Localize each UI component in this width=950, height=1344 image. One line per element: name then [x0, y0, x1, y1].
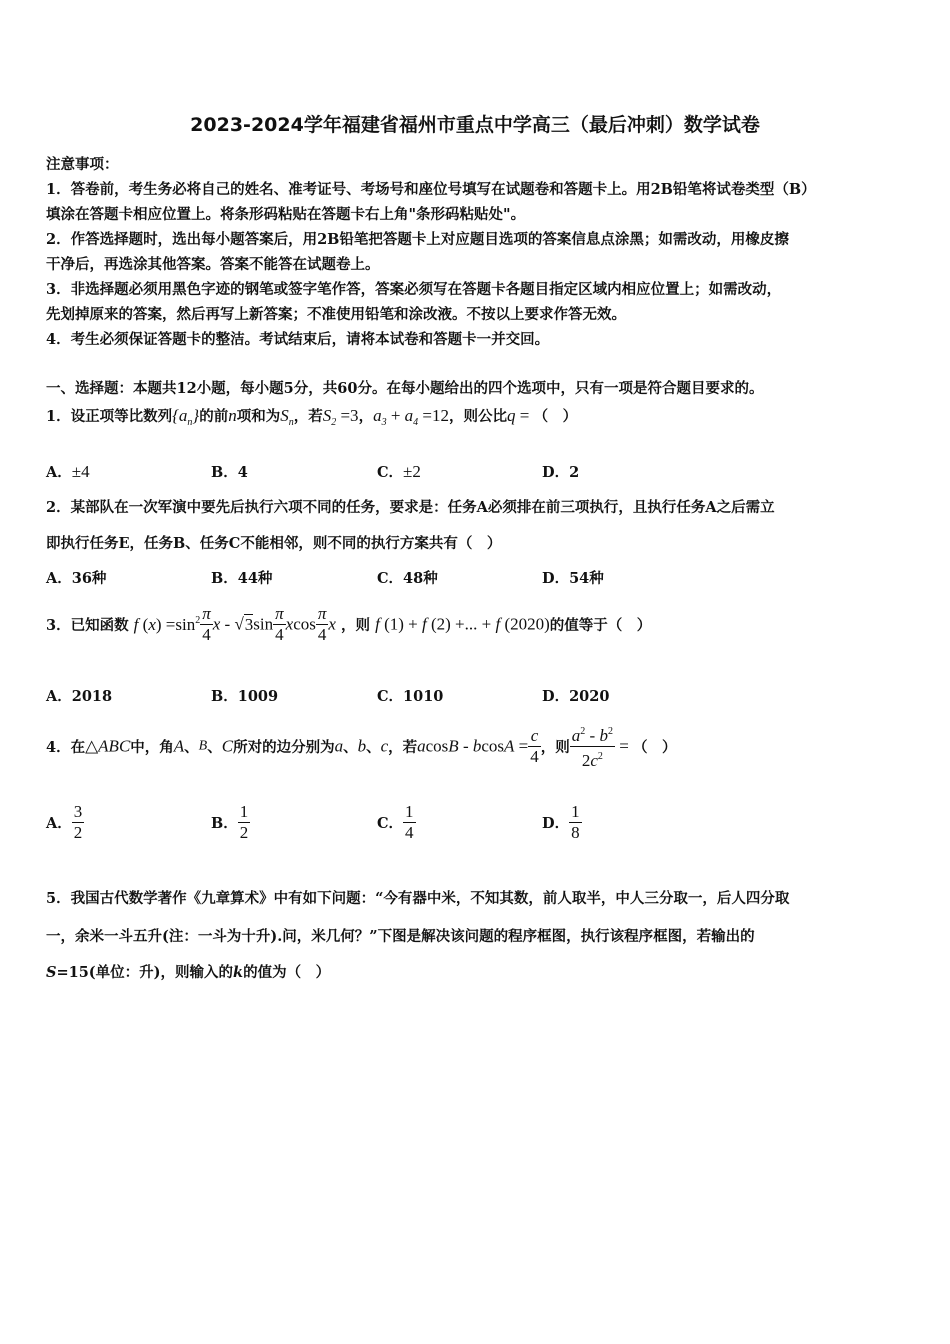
option-b[interactable]: B．1009: [211, 688, 279, 705]
page-title: 2023-2024学年福建省福州市重点中学高三（最后冲刺）数学试卷: [190, 114, 760, 136]
notice-line: 3．非选择题必须用黑色字迹的钢笔或签字笔作答，答案必须写在答题卡各题目指定区域内相应位置上；如需改动，: [46, 281, 782, 298]
formula-target: $\frac{a^2 - b^2}{2c^2}$: [570, 722, 615, 771]
question-5-line: 一，余米一斗五升(注：一斗为十升).问，米几何？”下图是解决该问题的程序框图，执行该程序框图，若输出的: [46, 928, 755, 945]
option-b[interactable]: B．4: [211, 464, 248, 481]
question-2-line: 即执行任务E，任务B、任务C不能相邻，则不同的执行方案共有（ ）: [46, 535, 502, 552]
notice-line: 先划掉原来的答案，然后再写上新答案；不准使用铅笔和涂改液。不按以上要求作答无效。: [46, 306, 626, 323]
question-4: 4．在△ABC中，角A、B、C所对的边分别为a、b、c，若acosB - bcosA = $\frac{c}{4}$ ，则 $\frac{a^2 - b^2}{2c^2}$ = （ ）: [46, 722, 677, 771]
question-5-line: S=15(单位：升)，则输入的k的值为（ ）: [46, 964, 331, 981]
formula-a3a4: $a_3$: [373, 406, 387, 428]
option-a[interactable]: A．±4: [46, 462, 90, 481]
option-a[interactable]: A．36种: [46, 570, 107, 587]
option-d[interactable]: D．54种: [542, 570, 604, 587]
option-b[interactable]: B． $\frac{1}{2}$: [211, 802, 249, 842]
notice-line: 填涂在答题卡相应位置上。将条形码粘贴在答题卡右上角"条形码粘贴处"。: [46, 206, 526, 223]
formula-s2: $S_2$: [322, 406, 337, 428]
option-c[interactable]: C．48种: [377, 570, 438, 587]
formula-sum: f (1) + f (2) +... + f (2020): [375, 614, 550, 634]
option-b[interactable]: B．44种: [211, 570, 273, 587]
notice-heading: 注意事项：: [46, 156, 119, 173]
notice-line: 2．作答选择题时，选出每小题答案后，用2B铅笔把答题卡上对应题目选项的答案信息点涂黑；如需改动，用橡皮擦: [46, 231, 789, 248]
option-a[interactable]: A．2018: [46, 688, 113, 705]
notice-line: 干净后，再选涂其他答案。答案不能答在试题卷上。: [46, 256, 380, 273]
formula-triangle: △ABC: [85, 736, 131, 756]
question-3: 3．已知函数 f $(x) =\sin^2$ $\frac{\pi}{4}$ x - √3sin $\frac{\pi}{4}$ xcos $\frac{\pi}{4}$ x ，则 f (1) + f (2) +... + f (2020)的值等于（ ）: [46, 604, 652, 644]
option-c[interactable]: C．±2: [377, 462, 421, 481]
formula-an: $\{a_n\}$: [172, 406, 200, 428]
question-1: 1．设正项等比数列$\{a_n\}$的前n项和为$S_n$，若$S_2 =3$，$a_3 + a_4 =12$，则公比q = （ ）: [46, 406, 578, 428]
option-c[interactable]: C． $\frac{1}{4}$: [377, 802, 414, 842]
option-c[interactable]: C．1010: [377, 688, 444, 705]
option-d[interactable]: D．2: [542, 464, 580, 481]
formula-function: f $(x) =\sin^2$: [133, 614, 201, 634]
option-a[interactable]: A． $\frac{3}{2}$: [46, 802, 83, 842]
option-d[interactable]: D． $\frac{1}{8}$: [542, 802, 580, 842]
notice-line: 1．答卷前，考生务必将自己的姓名、准考证号、考场号和座位号填写在试题卷和答题卡上。用2B铅笔将试卷类型（B）: [46, 181, 816, 198]
formula-sn: $S_n$: [280, 406, 294, 428]
formula-condition: acosB - bcosA =: [417, 736, 529, 756]
question-2-line: 2．某部队在一次军演中要先后执行六项不同的任务，要求是：任务A必须排在前三项执行，且执行任务A之后需立: [46, 499, 775, 516]
option-d[interactable]: D．2020: [542, 688, 610, 705]
section-heading: 一、选择题：本题共12小题，每小题5分，共60分。在每小题给出的四个选项中，只有一项是符合题目要求的。: [46, 380, 764, 397]
formula-q: q: [507, 406, 516, 425]
question-5-line: 5．我国古代数学著作《九章算术》中有如下问题：“今有器中米，不知其数，前人取半，中人三分取一，后人四分取: [46, 890, 790, 907]
notice-line: 4．考生必须保证答题卡的整洁。考试结束后，请将本试卷和答题卡一并交回。: [46, 331, 550, 348]
